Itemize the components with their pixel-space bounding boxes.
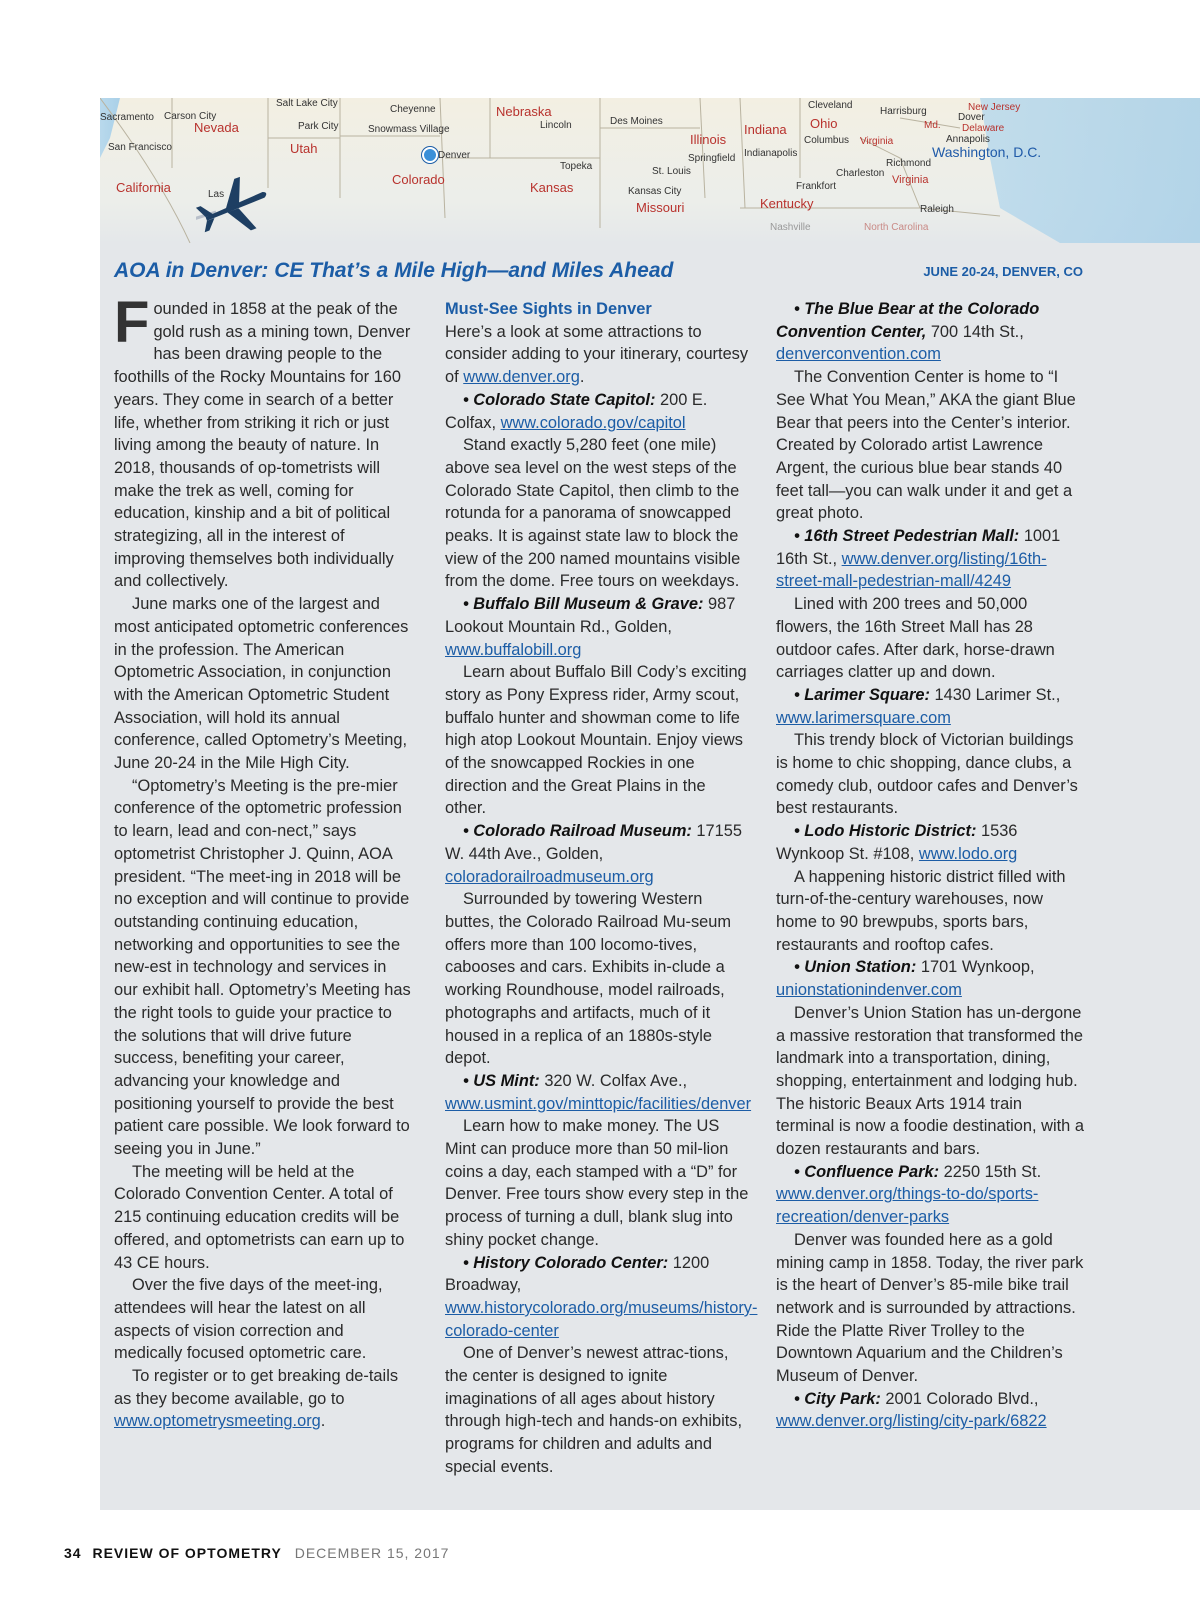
sight-link[interactable]: www.buffalobill.org [445, 640, 582, 659]
sights-subhead: Must-See Sights in Denver [445, 300, 652, 318]
sight-name: • Lodo Historic District: [794, 822, 977, 841]
sight-link[interactable]: coloradorailroadmuseum.org [445, 867, 654, 886]
sight-address: 200 E. Colfax, [445, 390, 708, 432]
map-city: Dover [958, 112, 985, 123]
intro-paragraph [114, 290, 413, 593]
sight-name: • City Park: [794, 1389, 881, 1408]
sight-link[interactable]: www.usmint.gov/minttopic/facilities/denver [445, 1094, 752, 1113]
paragraph-text: . [579, 368, 585, 387]
page-footer [64, 1545, 449, 1561]
map-city: Nashville [770, 222, 811, 233]
sight-name: • Confluence Park: [794, 1162, 940, 1181]
paragraph-text: . [320, 1412, 326, 1431]
map-state: Kentucky [760, 196, 814, 211]
sight-entry [776, 1161, 1084, 1229]
sight-address: 17155 W. 44th Ave., Golden, [445, 822, 742, 863]
map-city: Snowmass Village [368, 124, 450, 135]
sight-description: Denver was founded here as a gold mining camp in 1858. Today, the river park is the heart of Denver’s 85-mile bike trail network and is surrounded by attractions. Ride the Platte River Trolley to the Downtown Aquarium and the Children’s Museum of Denver. [776, 1230, 1084, 1386]
article-headline: AOA in Denver: CE That’s a Mile High—and Miles Ahead [114, 259, 674, 282]
sight-address: 1200 Broadway, [445, 1253, 710, 1295]
sight-entry [776, 1388, 1084, 1433]
map-city: Frankfort [796, 181, 837, 192]
map-city: Cleveland [808, 100, 853, 111]
sight-address: 1536 Wynkoop St. #108, [776, 822, 1018, 863]
sight-name: • US Mint: [463, 1071, 540, 1090]
sight-name: • Colorado Railroad Museum: [463, 822, 692, 841]
sight-description: This trendy block of Victorian buildings is home to chic shopping, dance clubs, a comedy club, outdoor cafes and Denver’s best restaurants. [776, 731, 1078, 818]
map-state: Missouri [636, 200, 685, 215]
sight-name: • Buffalo Bill Museum & Grave: [463, 595, 704, 614]
drop-cap: F [114, 290, 150, 355]
sight-link[interactable]: denverconvention.com [776, 345, 941, 364]
sight-entry [445, 593, 751, 661]
sight-description: Surrounded by towering Western buttes, the Colorado Railroad Mu-seum offers more than 100 locomo-tives, cabooses and cars. Exhibits in-clude a working Roundhouse, model railroads, photographs and artifacts, much of it housed in a replica of an 1880s-style depot. [445, 890, 732, 1068]
map-denver-label: Denver [438, 150, 471, 161]
sight-address: 700 14th St., [926, 322, 1024, 341]
sight-description: One of Denver’s newest attrac-tions, the center is designed to ignite imaginations of all ages about history through high-tech and hands-on exhibits, programs for children and adults and special events. [445, 1344, 743, 1476]
map-city: St. Louis [652, 166, 691, 177]
map-city: Lincoln [540, 120, 572, 131]
map-city: Salt Lake City [276, 98, 338, 109]
paragraph-text: To register or to get breaking de-tails as they become available, go to [114, 1367, 399, 1408]
sight-entry [776, 956, 1084, 1001]
paragraph: “Optometry’s Meeting is the pre-mier conference of the optometric profession to learn, lead and con-nect,” says optometrist Christopher J. Quinn, AOA president. “The meet-ing in 2018 will be no exception and will continue to provide outstanding continuing education, networking and opportunities to see the new-est in technology and services in our exhibit hall. Optometry’s Meeting has the right tools to guide your practice to the solutions that will drive future success, benefiting your career, advancing your knowledge and positioning yourself to provide the best patient care possible. We look forward to seeing you in June.” [114, 776, 411, 1159]
denver-org-link[interactable]: www.denver.org [463, 368, 580, 387]
sight-name: • Union Station: [794, 958, 917, 977]
map-state: Nebraska [496, 104, 552, 119]
map-city: Columbus [804, 135, 850, 146]
map-city: San Francisco [108, 142, 172, 153]
sight-description: A happening historic district filled with turn-of-the-century warehouses, now home to 90 brewpubs, sports bars, restaurants and rooftop cafes. [776, 867, 1066, 954]
map-city: Carson City [164, 111, 217, 122]
sight-address: 1701 Wynkoop, [916, 958, 1035, 977]
sight-link[interactable]: www.denver.org/things-to-do/sports-recreation/denver-parks [776, 1185, 1039, 1227]
sight-name: • Larimer Square: [794, 685, 930, 704]
map-city: Sacramento [100, 112, 154, 123]
sight-entry [776, 525, 1084, 593]
map-state: Virginia [860, 136, 894, 147]
paragraph: June marks one of the largest and most anticipated optometric conferences in the profession. The American Optometric Association, in conjunction with the American Optometric Student Association, will hold its annual conference, called Optometry’s Meeting, June 20-24 in the Mile High City. [114, 595, 409, 773]
paragraph: Over the five days of the meet-ing, attendees will hear the latest on all aspects of vision correction and medically focused optometric care. [114, 1276, 383, 1363]
sight-description: Stand exactly 5,280 feet (one mile) above sea level on the west steps of the Colorado State Capitol, then climb to the rotunda for a panorama of snowcapped peaks. It is against state law to block the view of the 200 named mountains visible from the dome. Free tours on weekdays. [445, 436, 741, 591]
map-state: Delaware [962, 123, 1005, 134]
map-city: Topeka [560, 161, 593, 172]
sight-description: Learn how to make money. The US Mint can produce more than 50 mil-lion coins a day, each stamped with a “D” for Denver. Free tours show every step in the process of turning a dull, blank slug into shiny pocket change. [445, 1117, 749, 1249]
map-capital: Washington, D.C. [932, 144, 1042, 160]
sight-entry [445, 1070, 751, 1115]
map-city: Charleston [836, 168, 885, 179]
paragraph: The meeting will be held at the Colorado Convention Center. A total of 215 continuing education credits will be offered, and optometrists can earn up to 43 CE hours. [114, 1162, 405, 1272]
event-dateline: JUNE 20-24, DENVER, CO [923, 264, 1083, 279]
map-city: Las [208, 189, 225, 200]
article-column-3 [776, 298, 1084, 1433]
sight-link[interactable]: www.larimersquare.com [776, 708, 951, 727]
map-city: Kansas City [628, 186, 682, 197]
sight-entry [776, 684, 1084, 729]
optometrys-meeting-link[interactable]: www.optometrysmeeting.org [114, 1412, 321, 1431]
article-column-2 [445, 298, 758, 1479]
map-state: Indiana [744, 122, 787, 137]
map-state: Colorado [392, 172, 445, 187]
sight-address: 320 W. Colfax Ave., [539, 1071, 688, 1090]
sight-address: 2001 Colorado Blvd., [880, 1389, 1039, 1408]
map-state: California [116, 180, 171, 195]
map-city: Harrisburg [880, 106, 927, 117]
airplane-icon [196, 172, 276, 242]
sight-link[interactable]: www.denver.org/listing/city-park/6822 [776, 1412, 1047, 1431]
denver-marker-icon [422, 147, 438, 163]
map-city: Richmond [886, 158, 932, 169]
sight-description: Learn about Buffalo Bill Cody’s exciting story as Pony Express rider, Army scout, buffalo hunter and showman come to life high atop Lookout Mountain. Enjoy views of the snowcapped Rockies in one direction and the Great Plains in the other. [445, 663, 747, 818]
sights-intro [445, 321, 751, 389]
map-city: Park City [298, 121, 339, 132]
sight-description: Denver’s Union Station has un-dergone a massive restoration that transformed the landmark into a transportation, dining, shopping, entertainment and lodging hub. The historic Beaux Arts 1914 train terminal is now a foodie destination, with a dozen restaurants and bars. [776, 1003, 1084, 1159]
map-city: Des Moines [610, 116, 663, 127]
sight-name: • The Blue Bear at the Colorado Convention Center, [776, 300, 1040, 341]
sight-name: • History Colorado Center: [463, 1253, 669, 1272]
map-state: Ohio [810, 116, 838, 131]
sight-entry [776, 820, 1084, 865]
map-state: Md. [924, 120, 941, 131]
map-city: Raleigh [920, 204, 954, 215]
sight-name: • Colorado State Capitol: [463, 390, 656, 409]
map-city: Springfield [688, 153, 736, 164]
sight-link[interactable]: www.historycolorado.org/museums/history-colorado-center [445, 1298, 758, 1340]
sight-entry [445, 820, 751, 888]
sight-entry [776, 298, 1084, 366]
article-column-1 [114, 290, 413, 1433]
sight-name: • 16th Street Pedestrian Mall: [794, 527, 1020, 546]
sight-link[interactable]: unionstationindenver.com [776, 981, 962, 1000]
map-city: Cheyenne [390, 104, 436, 115]
map-state: New Jersey [968, 102, 1021, 113]
issue-date: DECEMBER 15, 2017 [294, 1545, 450, 1561]
sight-link[interactable]: www.denver.org/listing/16th-street-mall-pedestrian-mall/4249 [776, 549, 1047, 591]
sight-entry [445, 389, 751, 434]
sight-address: 1001 16th St., [776, 527, 1061, 568]
map-state: Kansas [530, 180, 574, 195]
magazine-name: REVIEW OF OPTOMETRY [92, 1545, 282, 1561]
map-state: Utah [290, 141, 318, 156]
sight-address: 2250 15th St. [939, 1162, 1042, 1181]
map-state: Virginia [892, 174, 929, 186]
sight-description: Lined with 200 trees and 50,000 flowers, the 16th Street Mall has 28 outdoor cafes. After dark, horse-drawn carriages clatter up and down. [776, 595, 1055, 682]
sight-link[interactable]: www.lodo.org [918, 844, 1018, 863]
map-state: North Carolina [864, 222, 929, 233]
map-state: Nevada [194, 120, 239, 135]
paragraph-text: Here’s a look at some attractions to consider adding to your itinerary, courtesy of [445, 322, 749, 387]
sight-description: The Convention Center is home to “I See What You Mean,” AKA the giant Blue Bear that peers into the Center’s interior. Created by Colorado artist Lawrence Argent, the curious blue bear stands 40 feet tall—you can walk under it and get a great photo. [776, 368, 1076, 523]
paragraph-text: ounded in 1858 at the peak of the gold rush as a mining town, Denver has been drawing people to the foothills of the Rocky Mountains for 160 years. They come in search of a better life, whether from striking it rich or just living among the beauty of nature. In 2018, thousands of op-tometrists will make the trek as well, coming for education, kinship and a bit of political strategizing, all in the interest of improving themselves both individually and collectively. [114, 300, 411, 591]
map-state: Illinois [690, 132, 727, 147]
page-number: 34 [64, 1545, 82, 1561]
sight-entry [445, 1252, 758, 1343]
sight-link[interactable]: www.colorado.gov/capitol [500, 413, 686, 432]
register-paragraph [114, 1365, 413, 1433]
map-city: Annapolis [946, 134, 990, 145]
sight-address: 1430 Larimer St., [930, 685, 1061, 704]
sight-address: 987 Lookout Mountain Rd., Golden, [445, 595, 736, 636]
map-city: Indianapolis [744, 148, 798, 159]
